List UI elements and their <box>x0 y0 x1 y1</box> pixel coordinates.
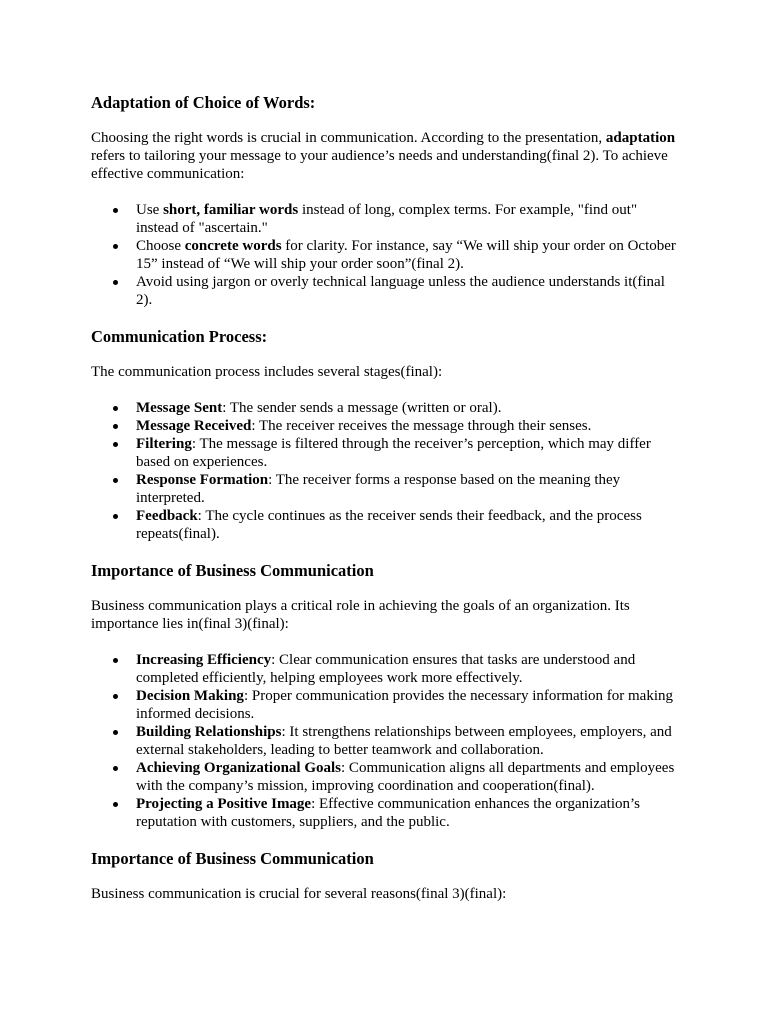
section-intro: Business communication is crucial for several reasons(final 3)(final): <box>91 886 507 902</box>
bullet-list <box>91 399 678 543</box>
item-text: : Communication aligns all departments and employees with the company’s mission, improving coordination and cooperation(final). <box>136 760 675 794</box>
item-bold-term: Response Formation <box>136 472 269 488</box>
item-text: : The receiver receives the message through their senses. <box>251 418 592 434</box>
item-text: : Effective communication enhances the organization’s reputation with customers, suppliers, and the public. <box>136 796 641 830</box>
list-item <box>91 651 678 687</box>
list-item <box>91 201 678 237</box>
section-intro: Business communication plays a critical role in achieving the goals of an organization. Its importance lies in(final 3)(final): <box>91 598 630 632</box>
item-text: instead of long, complex terms. For example, "find out" instead of "ascertain." <box>136 202 638 236</box>
list-item <box>91 471 678 507</box>
intro-text: Choosing the right words is crucial in communication. According to the presentation, <box>91 130 606 146</box>
list-item <box>91 723 678 759</box>
item-text: Avoid using jargon or overly technical language unless the audience understands it(final 2). <box>136 274 665 308</box>
intro-bold-term: adaptation <box>605 130 676 146</box>
item-text: : The cycle continues as the receiver sends their feedback, and the process repeats(final). <box>136 508 642 542</box>
item-bold-term: Increasing Efficiency <box>136 652 272 668</box>
list-item <box>91 273 678 309</box>
section-heading: Communication Process: <box>91 327 268 346</box>
intro-text: refers to tailoring your message to your audience’s needs and understanding(final 2). To achieve effective communication: <box>91 148 668 182</box>
section-heading: Importance of Business Communication <box>91 849 374 868</box>
section-intro <box>91 129 678 183</box>
item-bold-term: Achieving Organizational Goals <box>136 760 342 776</box>
item-text: : It strengthens relationships between employees, employers, and external stakeholders, leading to better teamwork and collaboration. <box>136 724 672 758</box>
item-bold-term: Filtering <box>136 436 192 452</box>
item-text: : The sender sends a message (written or oral). <box>222 400 502 416</box>
bullet-list <box>91 651 678 831</box>
item-text: Choose <box>136 238 185 254</box>
item-text: for clarity. For instance, say “We will ship your order on October 15” instead of “We will ship your order soon”(final 2). <box>136 238 676 272</box>
list-item <box>91 417 678 435</box>
list-item <box>91 507 678 543</box>
item-text: : Proper communication provides the necessary information for making informed decisions. <box>136 688 673 722</box>
item-text: : Clear communication ensures that tasks are understood and completed efficiently, helping employees work more effectively. <box>136 652 636 686</box>
list-item <box>91 237 678 273</box>
bullet-list <box>91 201 678 309</box>
section-intro: The communication process includes several stages(final): <box>91 364 443 380</box>
item-bold-term: Projecting a Positive Image <box>136 796 312 812</box>
item-bold-term: Message Received <box>136 418 252 434</box>
item-bold-term: Message Sent <box>136 400 223 416</box>
list-item <box>91 687 678 723</box>
list-item <box>91 399 678 417</box>
section-heading: Adaptation of Choice of Words: <box>91 93 316 112</box>
list-item <box>91 795 678 831</box>
item-bold-term: short, familiar words <box>163 202 299 218</box>
item-bold-term: Decision Making <box>136 688 244 704</box>
list-item <box>91 759 678 795</box>
item-bold-term: Feedback <box>136 508 198 524</box>
item-text: : The receiver forms a response based on the meaning they interpreted. <box>136 472 621 506</box>
item-text: Use <box>136 202 164 218</box>
item-bold-term: concrete words <box>184 238 282 254</box>
item-text: : The message is filtered through the receiver’s perception, which may differ based on experiences. <box>136 436 651 470</box>
item-bold-term: Building Relationships <box>136 724 282 740</box>
list-item <box>91 435 678 471</box>
section-heading: Importance of Business Communication <box>91 561 374 580</box>
